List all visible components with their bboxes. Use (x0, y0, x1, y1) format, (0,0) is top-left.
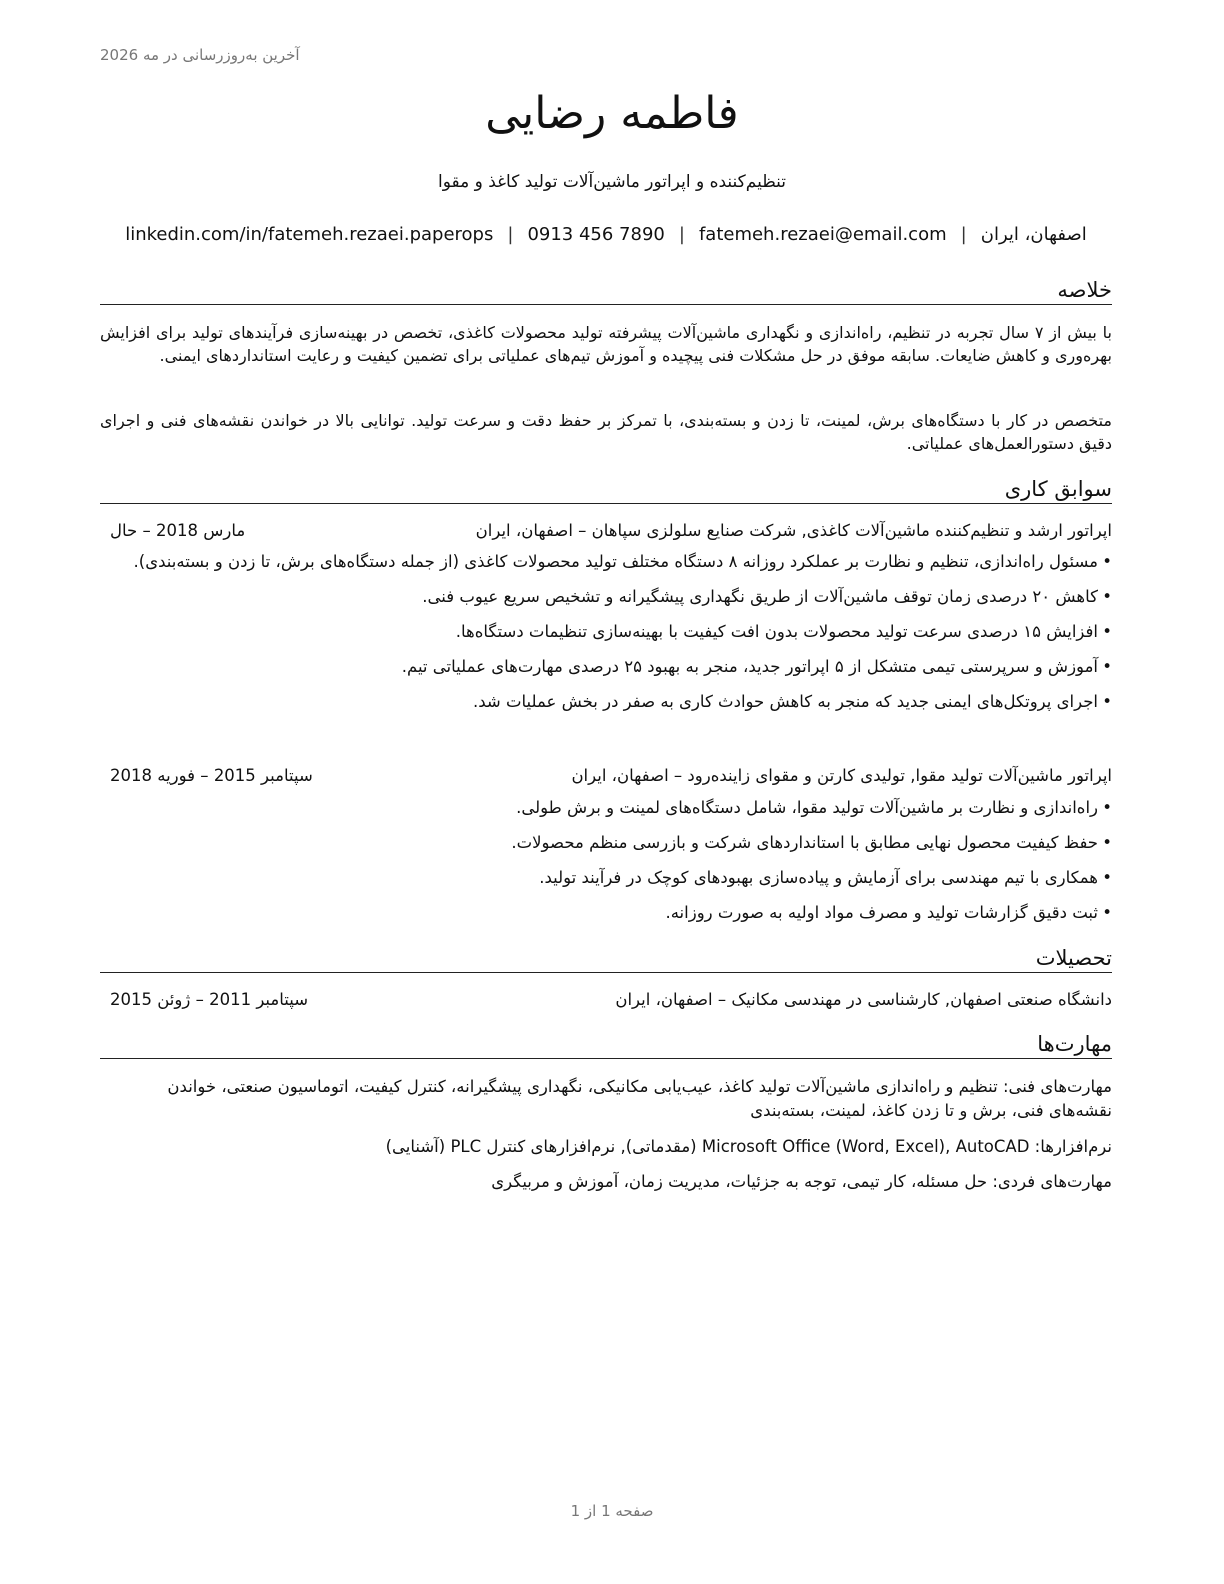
job-role: اپراتور ارشد و تنظیم‌کننده ماشین‌آلات کاغذی, شرکت صنایع سلولزی سپاهان – اصفهان، ایران (475, 521, 1112, 540)
education-dates (110, 988, 334, 1012)
list-item: • مسئول راه‌اندازی، تنظیم و نظارت بر عملکرد روزانه ۸ دستگاه مختلف تولید محصولات کاغذی (از جمله دستگاه‌های برش، تا زدن و بسته‌بندی). (100, 550, 1112, 574)
summary-paragraph-1: با بیش از ۷ سال تجربه در تنظیم، راه‌اندازی و نگهداری ماشین‌آلات پیشرفته تولید محصولات کاغذی، تخصص در بهینه‌سازی فرآیندهای تولید برای افزایش بهره‌وری و کاهش ضایعات. سابقه موفق در حل مشکلات فنی پیچیده و آموزش تیم‌های عملیاتی برای تضمین کیفیت و رعایت استانداردهای ایمنی. (100, 323, 1113, 365)
contact-separator: | (960, 224, 967, 245)
job-header (100, 764, 1112, 788)
education-dates-text: سپتامبر 2011 – ژوئن 2015 (110, 990, 309, 1009)
job-role: اپراتور ماشین‌آلات تولید مقوا, تولیدی کارتن و مقوای زاینده‌رود – اصفهان، ایران (571, 766, 1112, 785)
skills-soft: مهارت‌های فردی: حل مسئله، کار تیمی، توجه به جزئیات، مدیریت زمان، آموزش و مربیگری (491, 1172, 1112, 1191)
contact-separator: | (678, 224, 685, 245)
list-item: • کاهش ۲۰ درصدی زمان توقف ماشین‌آلات از طریق نگهداری پیشگیرانه و تشخیص سریع عیوب فنی. (100, 585, 1112, 609)
contact-location: اصفهان، ایران (980, 224, 1087, 245)
education-entry (100, 988, 1112, 1012)
section-heading-skills: مهارت‌ها (100, 1030, 1112, 1059)
job-bullets (100, 796, 1112, 936)
section-heading-experience: سوابق کاری (100, 475, 1112, 504)
list-item: • افزایش ۱۵ درصدی سرعت تولید محصولات بدون افت کیفیت با بهینه‌سازی تنظیمات دستگاه‌ها. (100, 620, 1112, 644)
list-item: • اجرای پروتکل‌های ایمنی جدید که منجر به کاهش حوادث کاری به صفر در بخش عملیات شد. (100, 690, 1112, 714)
contact-separator: | (507, 224, 514, 245)
list-item: • همکاری با تیم مهندسی برای آزمایش و پیاده‌سازی بهبودهای کوچک در فرآیند تولید. (100, 866, 1112, 890)
list-item: • آموزش و سرپرستی تیمی متشکل از ۵ اپراتور جدید، منجر به بهبود ۲۵ درصدی مهارت‌های عملیاتی تیم. (100, 655, 1112, 679)
skills-technical: مهارت‌های فنی: تنظیم و راه‌اندازی ماشین‌آلات تولید کاغذ، عیب‌یابی مکانیکی، نگهداری پیشگیرانه، کنترل کیفیت، اتوماسیون صنعتی، خواندن نقشه‌های فنی، برش و تا زدن کاغذ، لمینت، بسته‌بندی (167, 1077, 1112, 1120)
job-header (100, 519, 1112, 543)
list-item: • ثبت دقیق گزارشات تولید و مصرف مواد اولیه به صورت روزانه. (100, 901, 1112, 925)
contact-phone[interactable]: 0913 456 7890 (527, 224, 665, 245)
job-title: تنظیم‌کننده و اپراتور ماشین‌آلات تولید کاغذ و مقوا (437, 172, 787, 192)
section-heading-summary: خلاصه (100, 276, 1112, 305)
job-bullets (100, 550, 1112, 725)
list-item: • راه‌اندازی و نظارت بر ماشین‌آلات تولید مقوا، شامل دستگاه‌های لمینت و برش طولی. (100, 796, 1112, 820)
last-updated-note: آخرین به‌روزرسانی در مه 2026 (100, 46, 300, 64)
contact-email[interactable]: fatemeh.rezaei@email.com (698, 224, 947, 245)
list-item: • حفظ کیفیت محصول نهایی مطابق با استانداردهای شرکت و بازرسی منظم محصولات. (100, 831, 1112, 855)
section-heading-education: تحصیلات (100, 944, 1112, 973)
contact-line (100, 224, 1112, 245)
job-dates (110, 764, 334, 788)
job-dates (110, 519, 334, 543)
candidate-name: فاطمه رضایی (485, 88, 739, 139)
job-dates-text: مارس 2018 – حال (110, 521, 246, 540)
education-degree: دانشگاه صنعتی اصفهان, کارشناسی در مهندسی مکانیک – اصفهان، ایران (615, 990, 1112, 1009)
summary-paragraph-2: متخصص در کار با دستگاه‌های برش، لمینت، تا زدن و بسته‌بندی، با تمرکز بر حفظ دقت و سرعت تولید. توانایی بالا در خواندن نقشه‌های فنی و اجرای دقیق دستورالعمل‌های عملیاتی. (100, 411, 1112, 453)
page-number: صفحه 1 از 1 (570, 1502, 654, 1520)
contact-linkedin[interactable]: linkedin.com/in/fatemeh.rezaei.paperops (125, 224, 494, 245)
skills-software: نرم‌افزارها: Microsoft Office (Word, Excel), AutoCAD (مقدماتی), نرم‌افزارهای کنترل PLC (آشنایی) (385, 1137, 1112, 1156)
job-dates-text: سپتامبر 2015 – فوریه 2018 (110, 766, 313, 785)
